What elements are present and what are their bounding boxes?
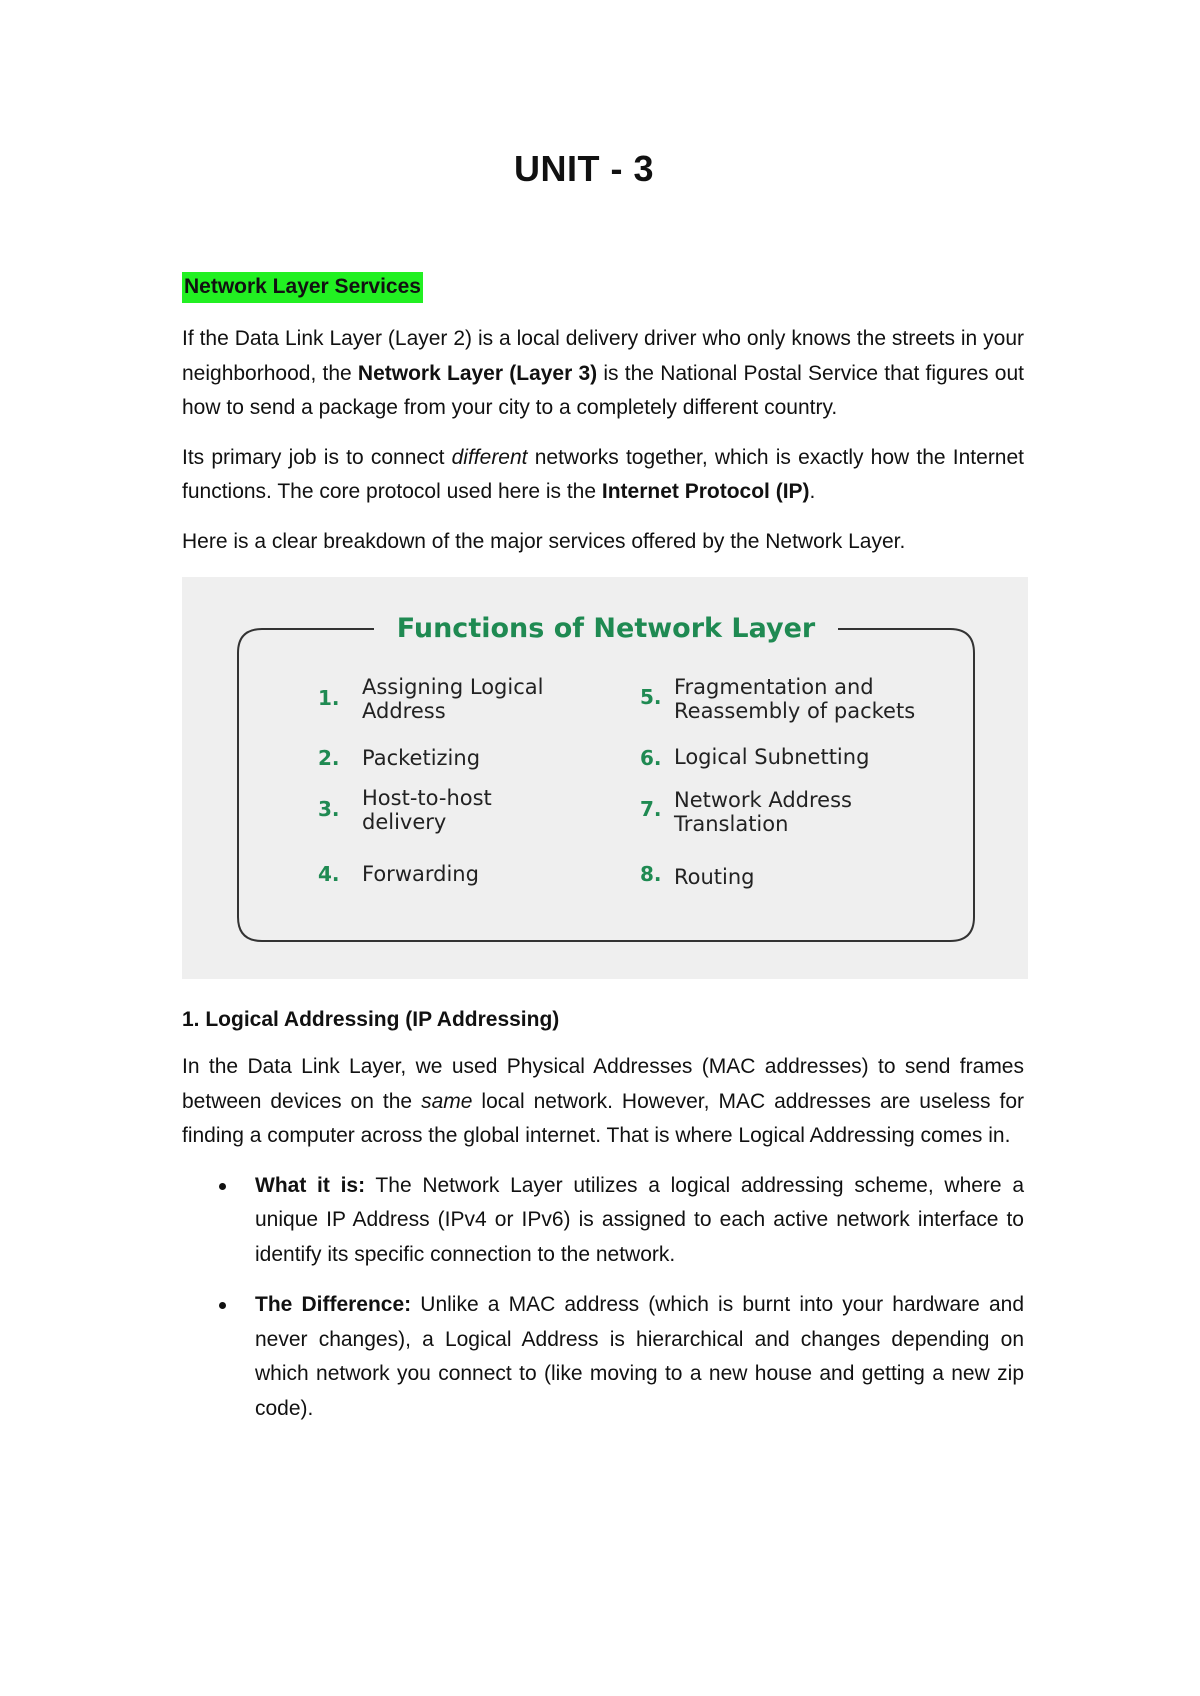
job-text-2: networks together, which is exactly how the Internet functions. The core protocol used here is the xyxy=(182,445,1025,503)
item-number-3: 3. xyxy=(318,797,340,821)
bullet-2-text: Unlike a MAC address (which is burnt into your hardware and never changes), a Logical Address is hierarchical and changes depending on which network you connect to (like moving to a new house and getting a new zip code). xyxy=(255,1293,1024,1420)
item-7-line-2: Translation xyxy=(674,812,789,836)
logical-addressing-paragraph xyxy=(182,1050,1024,1154)
functions-figure xyxy=(182,577,1028,979)
item-number-6: 6. xyxy=(640,746,662,770)
intro-paragraph xyxy=(182,322,1024,426)
item-6-line-1: Logical Subnetting xyxy=(674,745,870,769)
logical-addressing-bullets xyxy=(182,1169,1024,1427)
item-number-8: 8. xyxy=(640,862,662,886)
functions-diagram xyxy=(182,577,1028,979)
item-number-4: 4. xyxy=(318,862,340,886)
item-1-line-1: Assigning Logical xyxy=(362,675,544,699)
item-3-line-2: delivery xyxy=(362,810,447,834)
intro-text-1: If the Data Link Layer (Layer 2) is a local delivery driver who only knows the streets in your neighborhood, the xyxy=(182,327,1024,385)
item-7-line-1: Network Address xyxy=(674,788,852,812)
unit-title: UNIT - 3 xyxy=(513,148,654,189)
item-number-5: 5. xyxy=(640,685,662,709)
bullet-dot-icon xyxy=(219,1302,226,1309)
document-body xyxy=(182,272,1024,1442)
bullet-1-label: What it is: xyxy=(255,1173,366,1197)
item-5-line-2: Reassembly of packets xyxy=(674,699,916,723)
item-3-line-1: Host-to-host xyxy=(362,786,492,810)
item-2-line-1: Packetizing xyxy=(362,746,481,770)
la-italic-same: same xyxy=(421,1089,473,1113)
intro-bold-network-layer: Network Layer (Layer 3) xyxy=(357,361,598,385)
job-paragraph xyxy=(182,441,1024,510)
job-italic-different: different xyxy=(451,445,528,469)
job-text-1: Its primary job is to connect xyxy=(182,445,452,469)
section-heading-highlighted: Network Layer Services xyxy=(182,272,423,303)
la-text-1: In the Data Link Layer, we used Physical Addresses (MAC addresses) to send frames between devices on the xyxy=(182,1055,1024,1113)
item-5-line-1: Fragmentation and xyxy=(674,675,874,699)
logical-addressing-heading: 1. Logical Addressing (IP Addressing) xyxy=(182,1008,560,1031)
job-text-3: . xyxy=(809,480,816,503)
item-number-2: 2. xyxy=(318,746,340,770)
item-number-7: 7. xyxy=(640,797,662,821)
item-4-line-1: Forwarding xyxy=(362,862,479,886)
bullet-what-it-is xyxy=(182,1169,1024,1273)
bullet-the-difference xyxy=(182,1288,1024,1426)
section-heading-wrapper xyxy=(182,272,1024,303)
bullet-dot-icon xyxy=(219,1183,226,1190)
intro-text-2: is the National Postal Service that figures out how to send a package from your city to a completely different country. xyxy=(182,361,1024,419)
figure-title: Functions of Network Layer xyxy=(396,613,816,644)
item-number-1: 1. xyxy=(318,686,340,710)
job-bold-ip: Internet Protocol (IP) xyxy=(601,480,810,503)
item-8-line-1: Routing xyxy=(674,865,755,889)
item-1-line-2: Address xyxy=(362,699,446,723)
la-text-2: local network. However, MAC addresses are useless for finding a computer across the global internet. That is where Logical Addressing comes in. xyxy=(182,1089,1024,1147)
breakdown-paragraph: Here is a clear breakdown of the major services offered by the Network Layer. xyxy=(182,529,906,553)
bullet-1-text: The Network Layer utilizes a logical addressing scheme, where a unique IP Address (IPv4 or IPv6) is assigned to each active network interface to identify its specific connection to the network. xyxy=(255,1173,1024,1266)
bullet-2-label: The Difference: xyxy=(255,1293,412,1316)
